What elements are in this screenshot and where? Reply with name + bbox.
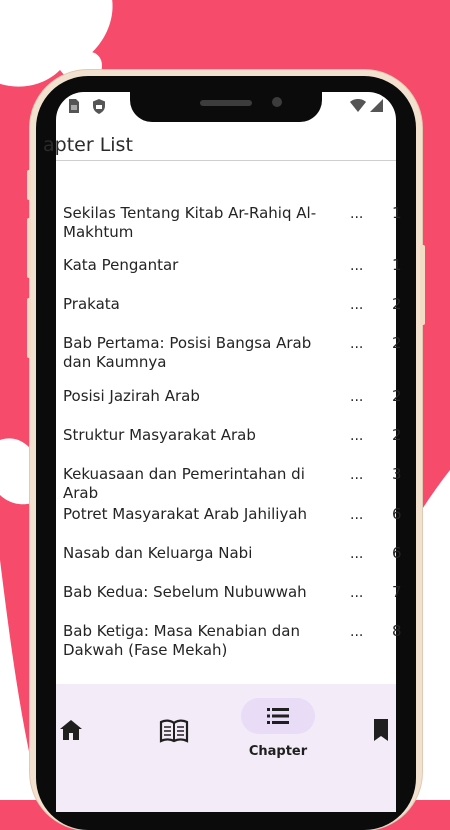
- page-title: apter List: [43, 134, 133, 156]
- chapter-title: Bab Kedua: Sebelum Nubuwwah: [63, 583, 307, 601]
- nav-chapter-label: Chapter: [248, 744, 308, 759]
- camera-lens: [272, 97, 282, 107]
- chapter-dots: ...: [350, 428, 364, 444]
- chapter-item[interactable]: [56, 583, 402, 617]
- sim-card-icon: [68, 99, 80, 113]
- chapter-dots: ...: [350, 546, 364, 562]
- nav-chapter[interactable]: [241, 684, 315, 784]
- chapter-title: Prakata: [63, 295, 120, 313]
- bookmark-icon: [373, 719, 389, 741]
- chapter-item[interactable]: [56, 426, 402, 460]
- chapter-item[interactable]: [56, 465, 402, 502]
- chapter-item[interactable]: [56, 295, 402, 329]
- chapter-dots: ...: [350, 206, 364, 222]
- wifi-icon: [350, 99, 366, 112]
- chapter-dots: ...: [350, 336, 364, 352]
- nav-book[interactable]: [146, 684, 196, 784]
- chapter-item[interactable]: [56, 256, 402, 290]
- signal-icon: [370, 99, 383, 112]
- phone-side-button: [420, 245, 425, 325]
- chapter-item[interactable]: [56, 622, 402, 659]
- chapter-dots: ...: [350, 389, 364, 405]
- status-bar: [56, 92, 396, 122]
- phone-side-button: [27, 298, 31, 358]
- camera-notch: [130, 92, 322, 122]
- chapter-page: 1: [392, 256, 402, 274]
- shield-icon: [92, 99, 106, 114]
- chapter-dots: ...: [350, 467, 364, 483]
- bottom-navigation: [56, 684, 396, 812]
- chapter-title: Posisi Jazirah Arab: [63, 387, 200, 405]
- nav-bookmark[interactable]: [366, 684, 396, 784]
- header-divider: [56, 160, 396, 161]
- list-icon: [267, 707, 289, 725]
- speaker-grille: [200, 100, 252, 106]
- chapter-title: Bab Ketiga: Masa Kenabian dan Dakwah (Fase Mekah): [63, 622, 300, 659]
- chapter-item[interactable]: [56, 544, 402, 578]
- chapter-dots: ...: [350, 585, 364, 601]
- chapter-item[interactable]: [56, 334, 402, 371]
- chapter-title: Kekuasaan dan Pemerintahan di Arab: [63, 465, 305, 502]
- chapter-page: 2: [392, 295, 402, 313]
- chapter-page: 6: [392, 544, 402, 562]
- chapter-page: 6: [392, 505, 402, 523]
- chapter-page: 3: [392, 465, 402, 483]
- nav-home[interactable]: [56, 684, 86, 784]
- chapter-dots: ...: [350, 507, 364, 523]
- phone-side-button: [27, 170, 31, 200]
- chapter-page: 2: [392, 426, 402, 444]
- chapter-title: Kata Pengantar: [63, 256, 179, 274]
- chapter-title: Sekilas Tentang Kitab Ar-Rahiq Al-Makhtum: [63, 204, 317, 241]
- chapter-title: Struktur Masyarakat Arab: [63, 426, 256, 444]
- chapter-page: 2: [392, 387, 402, 405]
- phone-side-button: [27, 218, 31, 278]
- chapter-dots: ...: [350, 624, 364, 640]
- chapter-dots: ...: [350, 297, 364, 313]
- chapter-page: 1: [392, 204, 402, 222]
- chapter-page: 2: [392, 334, 402, 352]
- chapter-title: Nasab dan Keluarga Nabi: [63, 544, 253, 562]
- chapter-item[interactable]: [56, 505, 402, 539]
- chapter-page: 8: [392, 622, 402, 640]
- chapter-item[interactable]: [56, 204, 402, 241]
- book-icon: [160, 720, 188, 742]
- app-screen: [43, 92, 402, 812]
- home-icon: [60, 720, 82, 740]
- chapter-title: Bab Pertama: Posisi Bangsa Arab dan Kaumnya: [63, 334, 312, 371]
- chapter-dots: ...: [350, 258, 364, 274]
- chapter-page: 7: [392, 583, 402, 601]
- chapter-title: Potret Masyarakat Arab Jahiliyah: [63, 505, 308, 523]
- chapter-item[interactable]: [56, 387, 402, 421]
